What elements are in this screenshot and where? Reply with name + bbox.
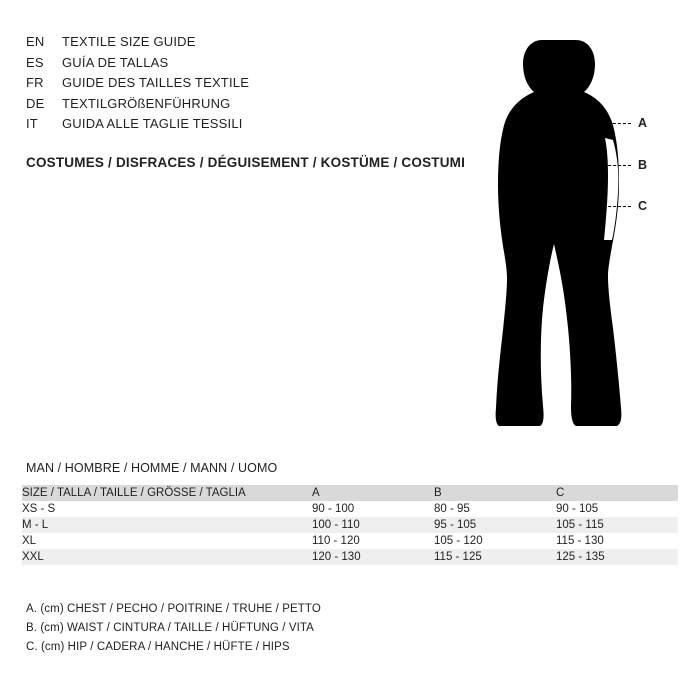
cell-waist: 95 - 105 <box>434 519 477 531</box>
table-header <box>22 485 678 501</box>
legend-item-hip: C. (cm) HIP / CADERA / HANCHE / HÜFTE / HIPS <box>26 641 290 653</box>
legend-item-chest: A. (cm) CHEST / PECHO / POITRINE / TRUHE / PETTO <box>26 603 321 615</box>
language-list <box>26 34 466 137</box>
cell-hip: 115 - 130 <box>556 535 604 547</box>
measurement-legend <box>26 600 526 657</box>
language-code: FR <box>26 75 44 90</box>
cell-size: M - L <box>22 519 49 531</box>
table-row <box>22 533 678 549</box>
language-row <box>26 75 466 96</box>
cell-hip: 90 - 105 <box>556 503 599 515</box>
cell-chest: 100 - 110 <box>312 519 360 531</box>
cell-size: XXL <box>22 551 44 563</box>
cell-chest: 90 - 100 <box>312 503 355 515</box>
language-code: DE <box>26 95 45 111</box>
hip-measure-label: C <box>638 199 648 213</box>
language-code: IT <box>26 116 38 131</box>
column-header-b: B <box>434 487 442 499</box>
cell-waist: 115 - 125 <box>434 551 482 563</box>
chest-measure-line <box>522 123 631 124</box>
language-code: ES <box>26 54 44 70</box>
language-text: TEXTILE SIZE GUIDE <box>62 34 196 49</box>
cell-waist: 80 - 95 <box>434 503 470 515</box>
cell-hip: 105 - 115 <box>556 519 604 531</box>
page-subtitle: COSTUMES / DISFRACES / DÉGUISEMENT / KOSTÜME / COSTUMI <box>26 155 466 170</box>
cell-hip: 125 - 135 <box>556 551 605 563</box>
column-header-c: C <box>556 487 565 499</box>
legend-item-waist: B. (cm) WAIST / CINTURA / TAILLE / HÜFTUNG / VITA <box>26 622 314 634</box>
language-row <box>26 96 466 117</box>
language-text: TEXTILGRÖßENFÜHRUNG <box>62 95 231 111</box>
table-row <box>22 549 678 565</box>
hip-measure-line <box>514 206 631 207</box>
waist-measure-line <box>514 165 631 166</box>
language-row <box>26 55 466 76</box>
size-table <box>22 485 678 565</box>
language-text: GUIDE DES TAILLES TEXTILE <box>62 75 250 90</box>
cell-chest: 110 - 120 <box>312 535 360 547</box>
table-row <box>22 501 678 517</box>
language-text: GUIDA ALLE TAGLIE TESSILI <box>62 116 243 131</box>
language-row <box>26 116 466 137</box>
cell-chest: 120 - 130 <box>312 551 361 563</box>
silhouette-svg <box>470 20 685 440</box>
table-body <box>22 501 678 565</box>
table-row <box>22 517 678 533</box>
table-title: MAN / HOMBRE / HOMME / MANN / UOMO <box>26 461 278 475</box>
language-code: EN <box>26 34 45 49</box>
language-text: GUÍA DE TALLAS <box>62 54 169 70</box>
cell-size: XS - S <box>22 503 56 515</box>
column-header-a: A <box>312 487 320 499</box>
chest-measure-label: A <box>638 116 648 130</box>
cell-waist: 105 - 120 <box>434 535 483 547</box>
language-row <box>26 34 466 55</box>
column-header-size: SIZE / TALLA / TAILLE / GRÖSSE / TAGLIA <box>22 487 246 499</box>
body-silhouette-figure <box>470 20 685 440</box>
cell-size: XL <box>22 535 37 547</box>
table-header-row <box>22 485 678 501</box>
waist-measure-label: B <box>638 158 648 172</box>
